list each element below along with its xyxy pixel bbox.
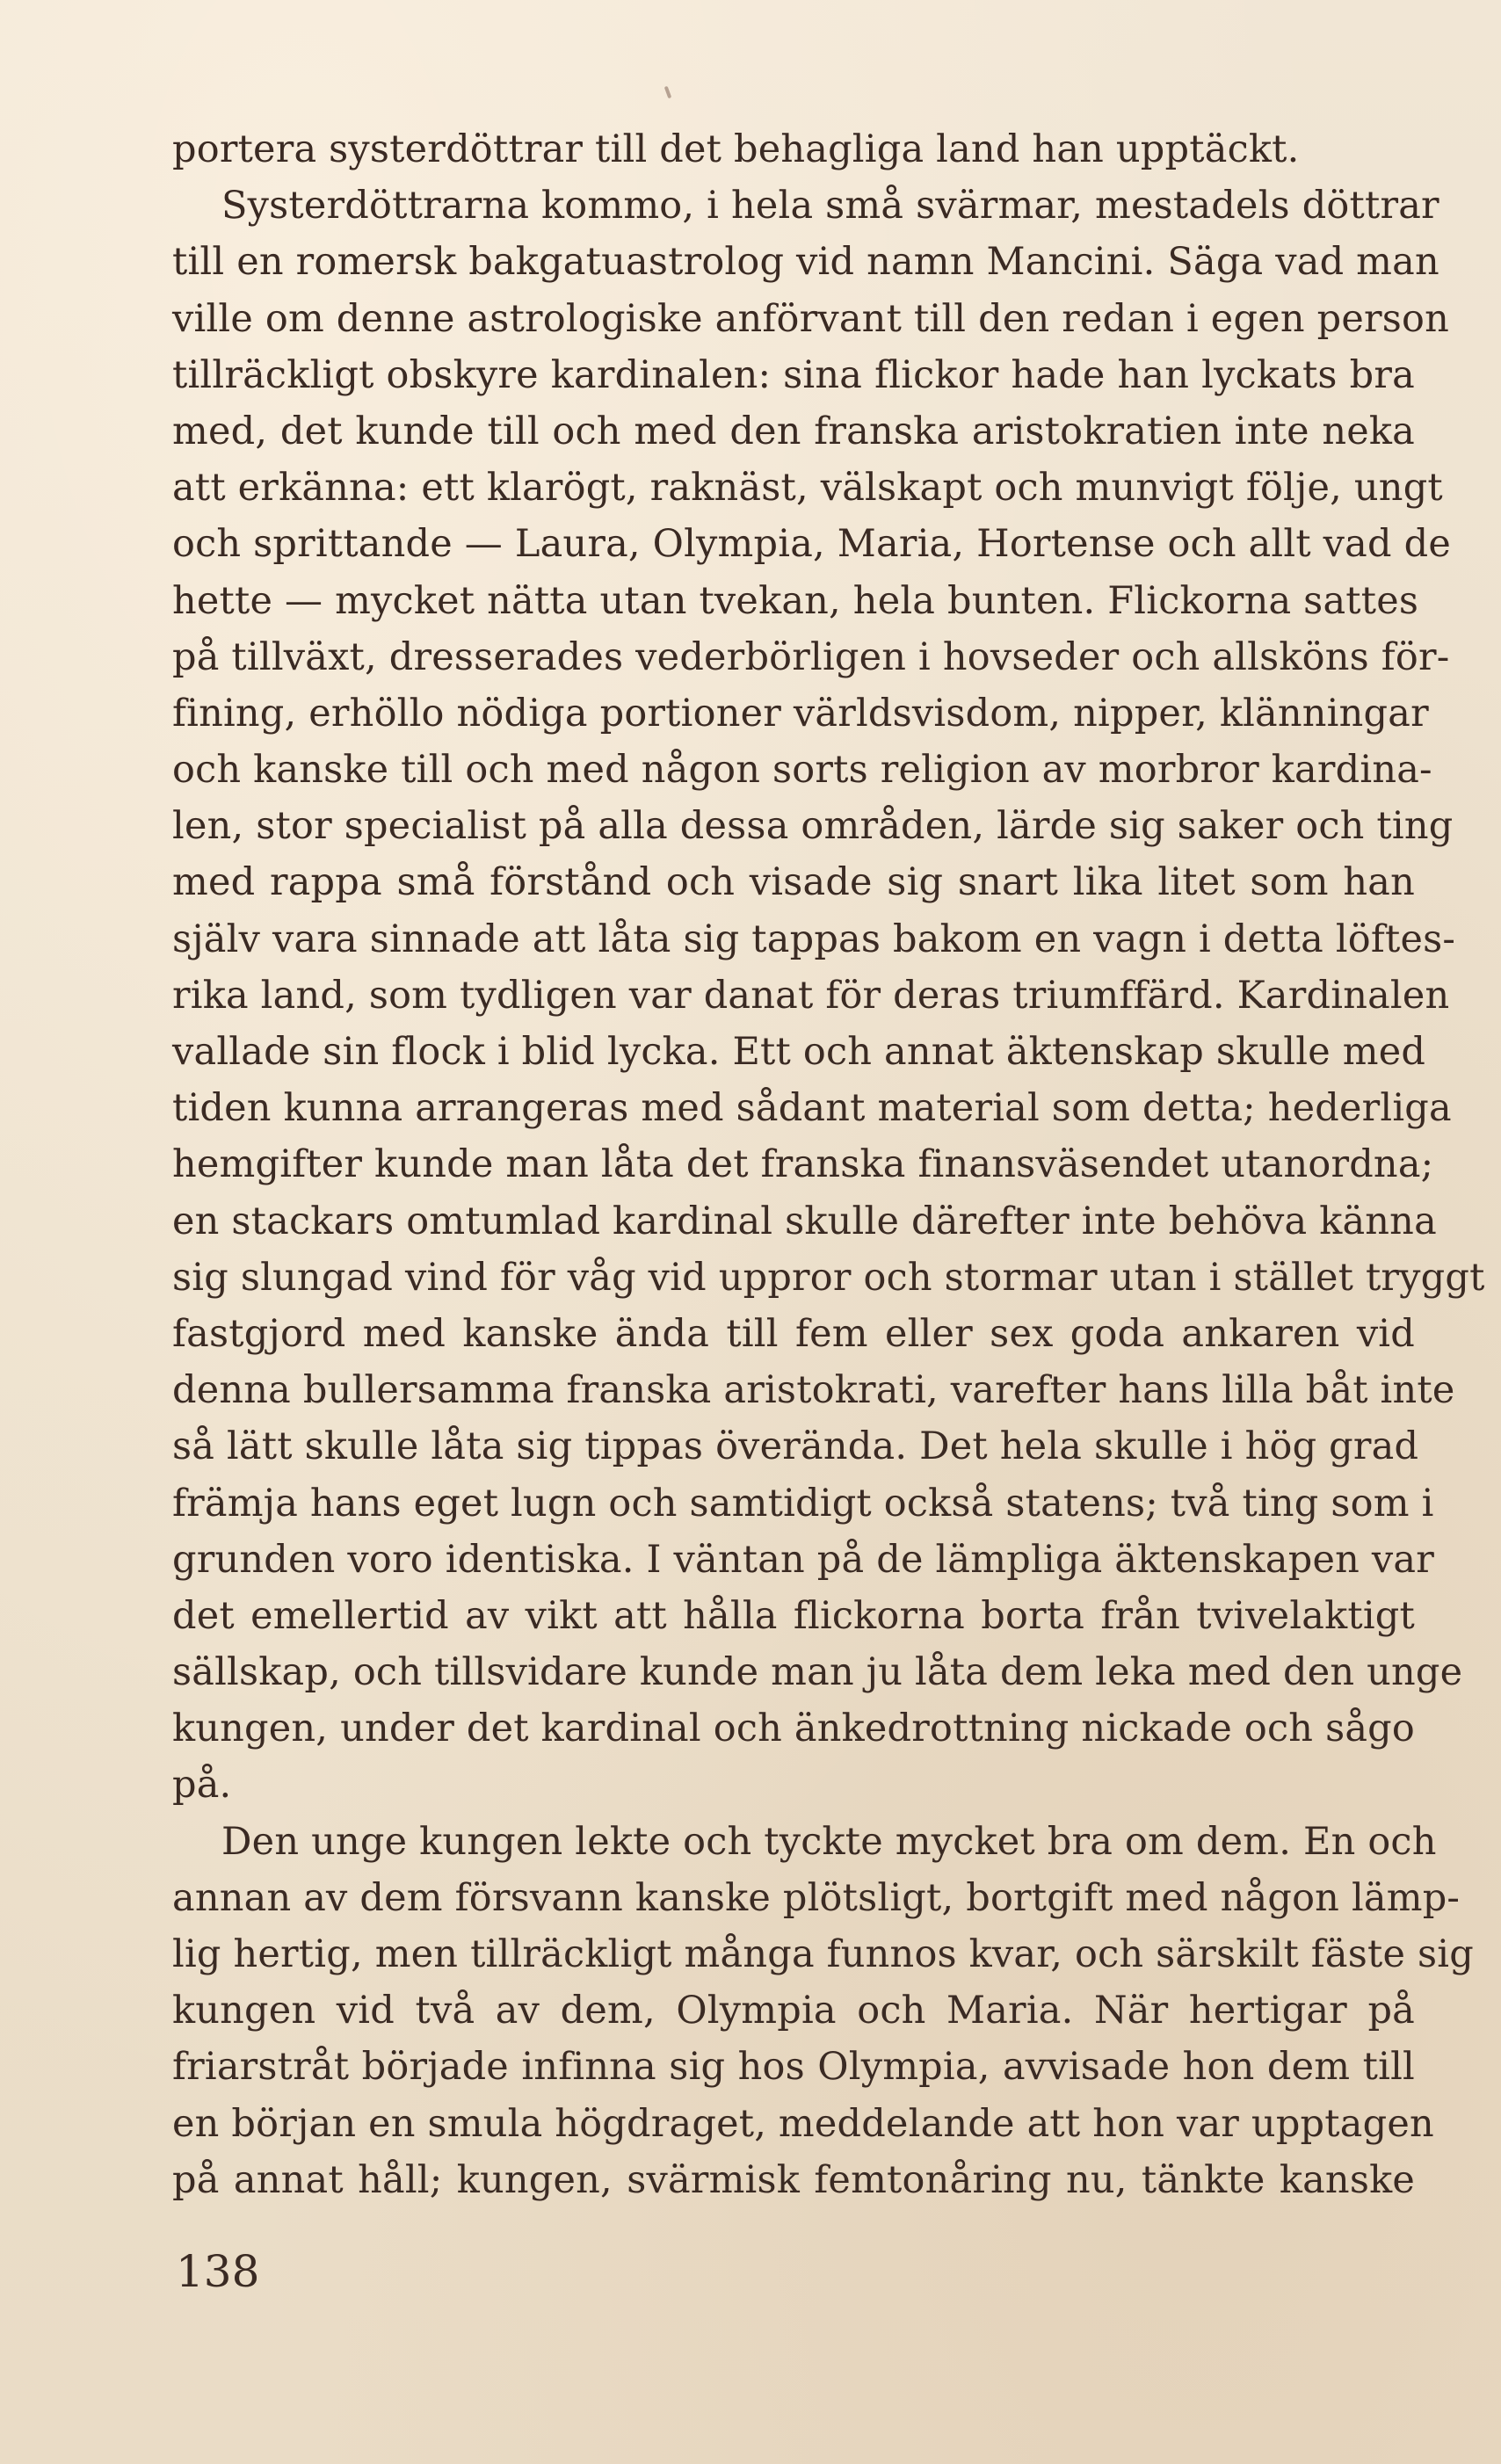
text-line: till en romersk bakgatuastrolog vid namn Mancini. Säga vad man xyxy=(172,240,1439,285)
text-line: kungen, under det kardinal och änkedrottning nickade och sågo xyxy=(172,1707,1415,1751)
text-line: sig slungad vind för våg vid uppror och stormar utan i stället tryggt xyxy=(172,1255,1485,1300)
text-line: Den unge kungen lekte och tyckte mycket bra om dem. En och xyxy=(221,1819,1437,1864)
text-line: tiden kunna arrangeras med sådant material som detta; hederliga xyxy=(172,1086,1452,1131)
text-line: portera systerdöttrar till det behagliga land han upptäckt. xyxy=(172,127,1300,171)
text-line: att erkänna: ett klarögt, raknäst, välskapt och munvigt följe, ungt xyxy=(172,466,1443,511)
text-line: på annat håll; kungen, svärmisk femtonåring nu, tänkte kanske xyxy=(172,2157,1415,2202)
text-line: friarstråt började infinna sig hos Olympia, avvisade hon dem till xyxy=(172,2045,1415,2090)
text-line: rika land, som tydligen var danat för deras triumffärd. Kardinalen xyxy=(172,973,1450,1018)
text-line: len, stor specialist på alla dessa områden, lärde sig saker och ting xyxy=(172,804,1454,849)
text-line: Systerdöttrarna kommo, i hela små svärmar, mestadels döttrar xyxy=(221,184,1439,228)
text-line: denna bullersamma franska aristokrati, varefter hans lilla båt inte xyxy=(172,1368,1455,1413)
page-number: 138 xyxy=(176,2246,260,2297)
text-line: det emellertid av vikt att hålla flickorna borta från tvivelaktigt xyxy=(172,1593,1415,1638)
text-line: så lätt skulle låta sig tippas överända. Det hela skulle i hög grad xyxy=(172,1424,1419,1469)
text-line: en stackars omtumlad kardinal skulle därefter inte behöva känna xyxy=(172,1199,1437,1243)
text-line: hemgifter kunde man låta det franska finansväsendet utanordna; xyxy=(172,1142,1434,1187)
text-line: annan av dem försvann kanske plötsligt, bortgift med någon lämp- xyxy=(172,1875,1461,1920)
text-line: med, det kunde till och med den franska aristokratien inte neka xyxy=(172,409,1415,453)
text-line: och kanske till och med någon sorts religion av morbror kardina- xyxy=(172,748,1432,793)
text-line: på. xyxy=(172,1763,232,1808)
text-line: själv vara sinnade att låta sig tappas bakom en vagn i detta löftes- xyxy=(172,917,1456,961)
text-line: fining, erhöllo nödiga portioner världsvisdom, nipper, klänningar xyxy=(172,691,1429,736)
text-line: vallade sin flock i blid lycka. Ett och annat äktenskap skulle med xyxy=(172,1030,1426,1074)
text-line: fastgjord med kanske ända till fem eller sex goda ankaren vid xyxy=(172,1311,1415,1356)
text-line: kungen vid två av dem, Olympia och Maria. När hertigar på xyxy=(172,1989,1415,2033)
text-line: tillräckligt obskyre kardinalen: sina flickor hade han lyckats bra xyxy=(172,352,1415,397)
text-line: en början en smula högdraget, meddelande att hon var upptagen xyxy=(172,2101,1434,2146)
text-line: främja hans eget lugn och samtidigt också statens; två ting som i xyxy=(172,1481,1434,1526)
text-line: sällskap, och tillsvidare kunde man ju låta dem leka med den unge xyxy=(172,1650,1463,1695)
body-text xyxy=(172,121,1485,2208)
text-line: med rappa små förstånd och visade sig snart lika litet som han xyxy=(172,860,1415,905)
text-line: ville om denne astrologiske anförvant till den redan i egen person xyxy=(172,296,1449,341)
ink-speck xyxy=(664,86,672,99)
text-line: grunden voro identiska. I väntan på de lämpliga äktenskapen var xyxy=(172,1537,1434,1582)
text-line: hette — mycket nätta utan tvekan, hela bunten. Flickorna sattes xyxy=(172,578,1419,623)
text-line: på tillväxt, dresserades vederbörligen i hovseder och allsköns för- xyxy=(172,634,1450,679)
text-line: lig hertig, men tillräckligt många funnos kvar, och särskilt fäste sig xyxy=(172,1932,1474,1976)
text-line: och sprittande — Laura, Olympia, Maria, Hortense och allt vad de xyxy=(172,522,1451,567)
